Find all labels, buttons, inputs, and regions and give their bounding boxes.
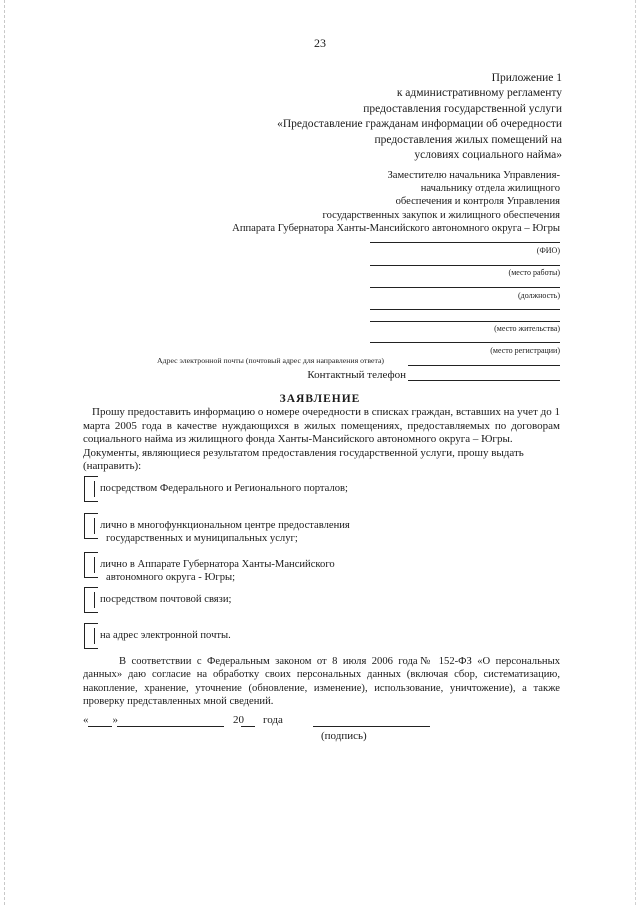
request-line: марта 2005 года в качестве нуждающихся в жилых помещениях, предоставляемых по договорам bbox=[83, 419, 560, 432]
option-label-line: лично в многофункциональном центре предоставления bbox=[100, 520, 350, 531]
addressee-line: Аппарата Губернатора Ханты-Мансийского автономного округа – Югры bbox=[232, 222, 560, 234]
date-open-quote: « bbox=[83, 714, 89, 726]
appendix-line: предоставления государственной услуги bbox=[363, 102, 562, 115]
document-title: ЗАЯВЛЕНИЕ bbox=[279, 393, 361, 405]
fio-caption: (ФИО) bbox=[536, 246, 560, 255]
residence-field-line-2[interactable] bbox=[370, 321, 560, 322]
scan-edge-right bbox=[635, 0, 637, 905]
email-field-line[interactable] bbox=[408, 365, 560, 366]
request-line: социального найма из жилищного фонда Ханты-Мансийского автономного округа – Югры. bbox=[83, 433, 513, 446]
registration-field-line[interactable] bbox=[370, 342, 560, 343]
option-checkbox[interactable] bbox=[84, 587, 98, 613]
option-label-line: посредством Федерального и Регионального порталов; bbox=[100, 483, 348, 494]
registration-caption: (место регистрации) bbox=[490, 346, 560, 355]
option-checkbox[interactable] bbox=[84, 552, 98, 578]
scan-edge-left bbox=[4, 0, 6, 905]
option-label bbox=[100, 558, 335, 585]
appendix-line: условиях социального найма» bbox=[414, 149, 562, 162]
fio-field-line[interactable] bbox=[370, 242, 560, 243]
consent-paragraph bbox=[83, 655, 560, 708]
option-checkbox[interactable] bbox=[84, 623, 98, 649]
position-caption: (должность) bbox=[518, 291, 560, 300]
appendix-header bbox=[277, 71, 562, 163]
option-checkbox[interactable] bbox=[84, 476, 98, 502]
option-label bbox=[100, 482, 348, 495]
appendix-line: к административному регламенту bbox=[396, 87, 562, 100]
addressee-block bbox=[232, 169, 560, 235]
work-place-field-line[interactable] bbox=[370, 265, 560, 266]
request-paragraph bbox=[83, 406, 560, 474]
residence-caption: (место жительства) bbox=[494, 324, 560, 333]
option-label-line: государственных и муниципальных услуг; bbox=[106, 533, 298, 545]
addressee-line: государственных закупок и жилищного обеспечения bbox=[322, 209, 560, 221]
signature-caption: (подпись) bbox=[321, 730, 367, 742]
date-year-suffix: года bbox=[263, 714, 283, 726]
page-number: 23 bbox=[314, 36, 326, 50]
consent-line: В соответствии с Федеральным законом от 8 июля 2006 года№ 152-ФЗ «О персональных bbox=[119, 656, 560, 667]
request-line: Прошу предоставить информацию о номере очередности в списках граждан, вставших на учет до 1 bbox=[92, 406, 560, 418]
addressee-line: Заместителю начальника Управления- bbox=[387, 170, 560, 181]
consent-line: накопление, хранение, уточнение (обновление, изменение), использование, уничтожение), а также bbox=[83, 682, 560, 694]
date-close-quote: » bbox=[112, 714, 118, 726]
date-year-line[interactable] bbox=[241, 726, 255, 727]
residence-field-line-1[interactable] bbox=[370, 309, 560, 310]
appendix-line: «Предоставление гражданам информации об очередности bbox=[277, 118, 562, 131]
option-label-line: автономного округа - Югры; bbox=[106, 572, 236, 584]
email-label: Адрес электронной почты (почтовый адрес для направления ответа) bbox=[157, 356, 385, 365]
phone-label: Контактный телефон bbox=[307, 369, 406, 381]
request-line: Документы, являющиеся результатом предоставления государственной услуги, прошу выдать bbox=[83, 446, 524, 459]
signature-line[interactable] bbox=[313, 726, 430, 727]
option-label-line: лично в Аппарате Губернатора Ханты-Мансийского bbox=[100, 559, 335, 570]
consent-line: данных» даю согласие на обработку своих персональных данных (включая сбор, систематизацию, bbox=[83, 669, 560, 681]
option-label bbox=[100, 629, 231, 642]
work-place-caption: (место работы) bbox=[508, 268, 560, 277]
date-day-line[interactable] bbox=[88, 726, 112, 727]
option-label-line: на адрес электронной почты. bbox=[100, 630, 231, 641]
appendix-line: предоставления жилых помещений на bbox=[374, 133, 562, 146]
option-label-line: посредством почтовой связи; bbox=[100, 594, 232, 605]
date-row bbox=[83, 714, 283, 726]
option-label bbox=[100, 519, 350, 546]
addressee-line: начальнику отдела жилищного bbox=[420, 183, 560, 195]
option-label bbox=[100, 593, 231, 606]
position-field-line[interactable] bbox=[370, 287, 560, 288]
date-year-prefix: 20 bbox=[233, 714, 244, 726]
addressee-line: обеспечения и контроля Управления bbox=[395, 196, 560, 208]
option-checkbox[interactable] bbox=[84, 513, 98, 539]
consent-line: проверку представленных мной сведений. bbox=[83, 695, 274, 707]
appendix-line: Приложение 1 bbox=[491, 72, 562, 84]
request-line: (направить): bbox=[83, 460, 142, 473]
date-month-line[interactable] bbox=[117, 726, 224, 727]
phone-field-line[interactable] bbox=[408, 380, 560, 381]
